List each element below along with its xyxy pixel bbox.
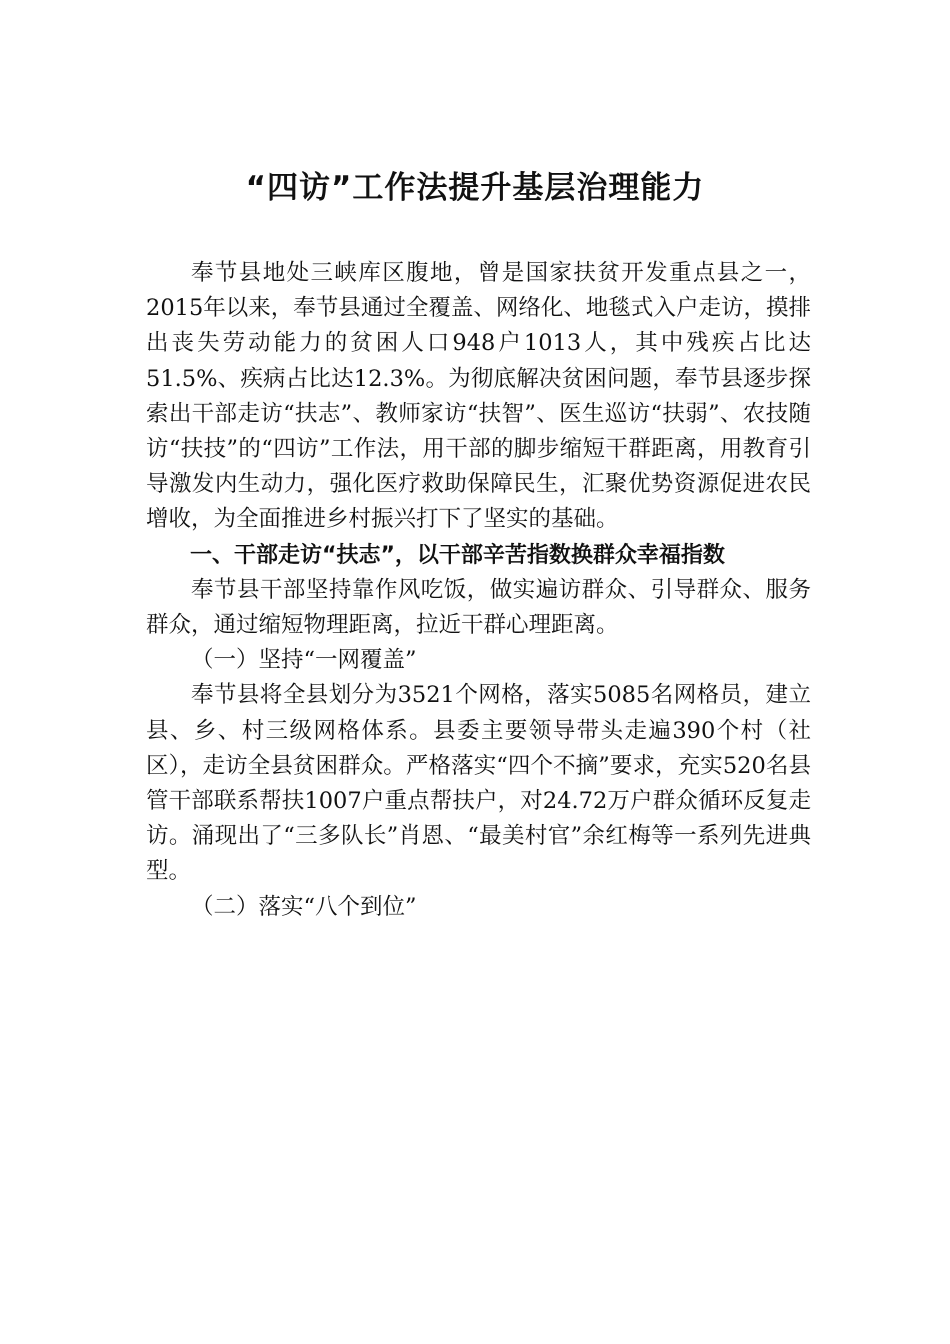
subsection-heading-2: （二）落实“八个到位”: [191, 893, 417, 920]
intro-paragraph: 奉节县地处三峡库区腹地，曾是国家扶贫开发重点县之一，2015年以来，奉节县通过全覆盖、网络化、地毯式入户走访，摸排出丧失劳动能力的贫困人口948户1013人，其中残疾占比达51.5%、疾病占比达12.3%。为彻底解决贫困问题，奉节县逐步探索出干部走访“扶志”、教师家访“扶智”、医生巡访“扶弱”、农技随访“扶技”的“四访”工作法，用干部的脚步缩短干群距离，用教育引导激发内生动力，强化医疗救助保障民生，汇聚优势资源促进农民增收，为全面推进乡村振兴打下了坚实的基础。: [146, 260, 811, 533]
section-1-paragraph: 奉节县干部坚持靠作风吃饭，做实遍访群众、引导群众、服务群众，通过缩短物理距离，拉近干群心理距离。: [146, 576, 811, 639]
section-heading-1: 一、干部走访“扶志”，以干部辛苦指数换群众幸福指数: [190, 542, 725, 568]
subsection-1-paragraph: 奉节县将全县划分为3521个网格，落实5085名网格员，建立县、乡、村三级网格体系。县委主要领导带头走遍390个村（社区），走访全县贫困群众。严格落实“四个不摘”要求，充实520名县管干部联系帮扶1007户重点帮扶户，对24.72万户群众循环反复走访。涌现出了“三多队长”肖恩、“最美村官”余红梅等一系列先进典型。: [146, 682, 811, 885]
document-title: “四访”工作法提升基层治理能力: [245, 170, 705, 206]
subsection-heading-1: （一）坚持“一网覆盖”: [191, 647, 417, 674]
document-body: [146, 256, 811, 925]
